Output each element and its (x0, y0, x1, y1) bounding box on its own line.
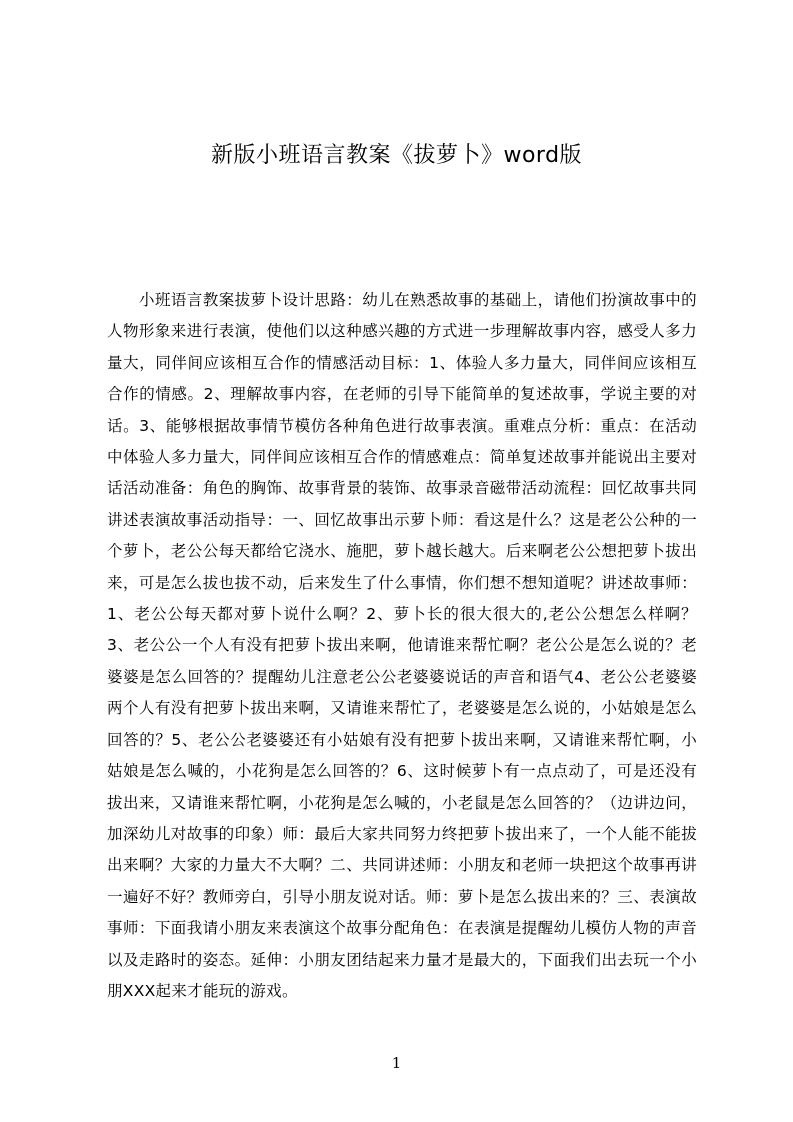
document-title: 新版小班语言教案《拔萝卜》word版 (210, 143, 583, 168)
document-body: 小班语言教案拔萝卜设计思路：幼儿在熟悉故事的基础上，请他们扮演故事中的人物形象来进行表演，使他们以这种感兴趣的方式进一步理解故事内容，感受人多力量大，同伴间应该相互合作的情感活动目标：1、体验人多力量大，同伴间应该相互合作的情感。2、理解故事内容，在老师的引导下能简单的复述故事，学说主要的对话。3、能够根据故事情节模仿各种角色进行故事表演。重难点分析：重点：在活动中体验人多力量大，同伴间应该相互合作的情感难点：简单复述故事并能说出主要对话活动准备：角色的胸饰、故事背景的装饰、故事录音磁带活动流程：回忆故事共同讲述表演故事活动指导：一、回忆故事出示萝卜师：看这是什么？这是老公公种的一个萝卜，老公公每天都给它浇水、施肥，萝卜越长越大。后来啊老公公想把萝卜拔出来，可是怎么拔也拔不动，后来发生了什么事情，你们想不想知道呢？讲述故事师：1、老公公每天都对萝卜说什么啊？2、萝卜长的很大很大的,老公公想怎么样啊？ 3、老公公一个人有没有把萝卜拔出来啊，他请谁来帮忙啊？老公公是怎么说的？老婆婆是怎么回答的？提醒幼儿注意老公公老婆婆说话的声音和语气4、老公公老婆婆两个人有没有把萝卜拔出来啊，又请谁来帮忙了，老婆婆是怎么说的，小姑娘是怎么回答的？5、老公公老婆婆还有小姑娘有没有把萝卜拔出来啊，又请谁来帮忙啊，小姑娘是怎么喊的，小花狗是怎么回答的？6、这时候萝卜有一点点动了，可是还没有拔出来，又请谁来帮忙啊，小花狗是怎么喊的，小老鼠是怎么回答的？（边讲边问，加深幼儿对故事的印象）师：最后大家共同努力终把萝卜拔出来了，一个人能不能拔出来啊？大家的力量大不大啊？二、共同讲述师：小朋友和老师一块把这个故事再讲一遍好不好？教师旁白，引导小朋友说对话。师：萝卜是怎么拔出来的？三、表演故事师：下面我请小朋友来表演这个故事分配角色：在表演是提醒幼儿模仿人物的声音以及走路时的姿态。延伸：小朋友团结起来力量才是最大的，下面我们出去玩一个小朋XXX起来才能玩的游戏。 (107, 291, 697, 1000)
page-number: 1 (391, 1054, 402, 1072)
